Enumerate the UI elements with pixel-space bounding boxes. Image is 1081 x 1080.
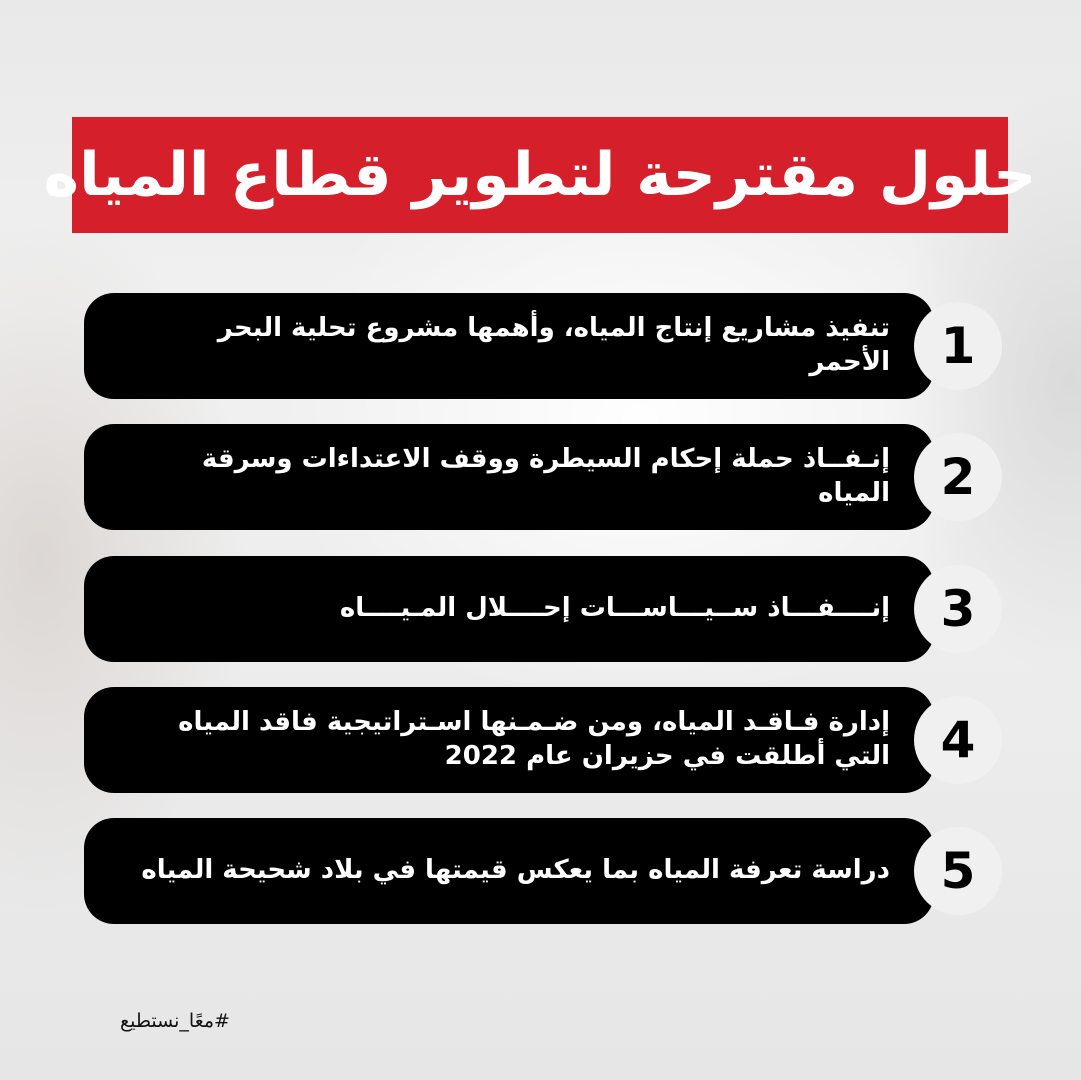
list-item-text: إنـفــاذ حملة إحكام السيطرة ووقف الاعتداءات وسرقة المياه	[201, 444, 890, 508]
number-badge: 5	[914, 827, 1002, 915]
number-badge: 3	[914, 565, 1002, 653]
number-badge: 4	[914, 696, 1002, 784]
list-item-text: تنفيذ مشاريع إنتاج المياه، وأهمها مشروع تحلية البحر الأحمر	[217, 313, 890, 377]
list-item	[84, 424, 934, 530]
list-item-text: دراسة تعرفة المياه بما يعكس قيمتها في بلاد شحيحة المياه	[141, 855, 890, 886]
list-item	[84, 818, 934, 924]
page-title: حلول مقترحة لتطوير قطاع المياه	[43, 140, 1037, 210]
number-badge: 2	[914, 433, 1002, 521]
list-item	[84, 687, 934, 793]
list-item	[84, 293, 934, 399]
hashtag: #معًا_نستطيع	[120, 1010, 230, 1032]
list-item	[84, 556, 934, 662]
list-item-text: إدارة فـاقـد المياه، ومن ضـمـنها اسـتراتيجية فاقد المياه التي أطلقت في حزيران عام 2022	[178, 707, 890, 771]
number-badge: 1	[914, 302, 1002, 390]
list-item-text: إنــــفـــاذ ســيـــاســـات إحــــلال المـيــــاه	[339, 593, 890, 624]
